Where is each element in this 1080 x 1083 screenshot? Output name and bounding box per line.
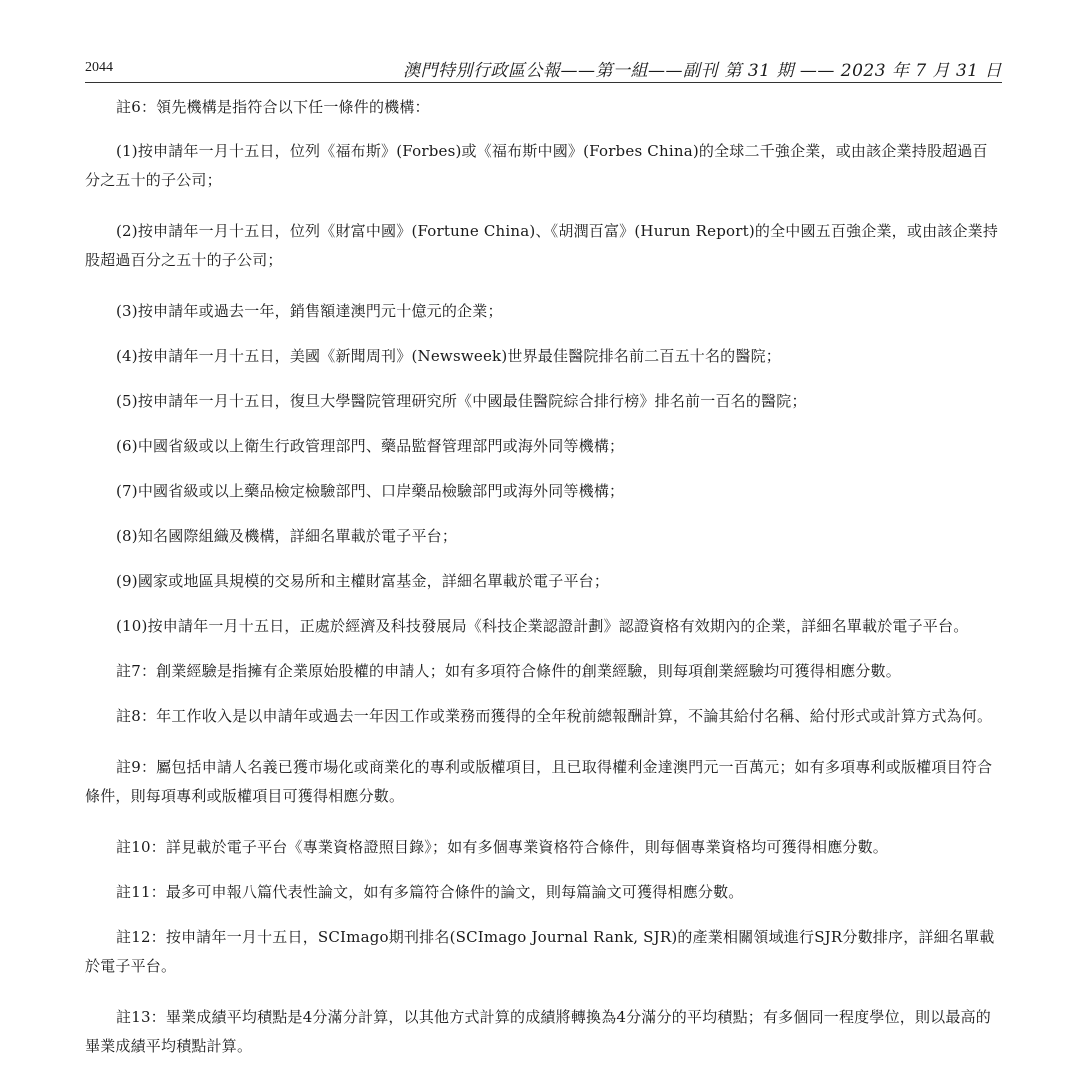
note-6-item-3: (3)按申請年或過去一年，銷售額達澳門元十億元的企業；: [116, 302, 503, 320]
issue-date: 第 31 期 —— 2023 年 7 月 31 日: [724, 61, 1002, 81]
note-6-item-5: (5)按申請年一月十五日，復旦大學醫院管理研究所《中國最佳醫院綜合排行榜》排名前一百名的醫院；: [116, 392, 807, 410]
note-6-item-10: (10)按申請年一月十五日，正處於經濟及科技發展局《科技企業認證計劃》認證資格有效期內的企業，詳細名單載於電子平台。: [116, 617, 969, 635]
note-6-item-4: (4)按申請年一月十五日，美國《新聞周刊》(Newsweek)世界最佳醫院排名前二百五十名的醫院；: [116, 347, 781, 365]
page-body: [85, 93, 1002, 1083]
note-6-item-6: (6)中國省級或以上衛生行政管理部門、藥品監督管理部門或海外同等機構；: [116, 437, 625, 455]
page-number: 2044: [85, 60, 113, 75]
note-12: 註12：按申請年一月十五日，SCImago期刊排名(SCImago Journal Rank, SJR)的產業相關領域進行SJR分數排序，詳細名單載於電子平台。: [85, 928, 995, 975]
note-7: 註7：創業經驗是指擁有企業原始股權的申請人；如有多項符合條件的創業經驗，則每項創業經驗均可獲得相應分數。: [116, 662, 901, 680]
publication-title: 澳門特別行政區公報——第一組——副刊: [403, 61, 718, 81]
page-header: [85, 56, 1002, 83]
note-6-item-8: (8)知名國際組織及機構，詳細名單載於電子平台；: [116, 527, 458, 545]
note-9: 註9：屬包括申請人名義已獲市場化或商業化的專利或版權項目，且已取得權利金達澳門元一百萬元；如有多項專利或版權項目符合條件，則每項專利或版權項目可獲得相應分數。: [85, 758, 993, 805]
note-10: 註10：詳見載於電子平台《專業資格證照目錄》；如有多個專業資格符合條件，則每個專業資格均可獲得相應分數。: [116, 838, 888, 856]
note-11: 註11：最多可申報八篇代表性論文，如有多篇符合條件的論文，則每篇論文可獲得相應分數。: [116, 883, 744, 901]
note-6-heading: 註6：領先機構是指符合以下任一條件的機構：: [116, 98, 430, 116]
note-6-item-1: (1)按申請年一月十五日，位列《福布斯》(Forbes)或《福布斯中國》(Forbes China)的全球二千強企業，或由該企業持股超過百分之五十的子公司；: [85, 142, 988, 189]
note-6-item-7: (7)中國省級或以上藥品檢定檢驗部門、口岸藥品檢驗部門或海外同等機構；: [116, 482, 625, 500]
note-6-item-9: (9)國家或地區具規模的交易所和主權財富基金，詳細名單載於電子平台；: [116, 572, 610, 590]
note-6-item-2: (2)按申請年一月十五日，位列《財富中國》(Fortune China)、《胡潤百富》(Hurun Report)的全中國五百強企業，或由該企業持股超過百分之五十的子公司；: [85, 222, 999, 269]
note-13: 註13：畢業成績平均積點是4分滿分計算，以其他方式計算的成績將轉換為4分滿分的平均積點；有多個同一程度學位，則以最高的畢業成績平均積點計算。: [85, 1008, 991, 1055]
note-8: 註8：年工作收入是以申請年或過去一年因工作或業務而獲得的全年稅前總報酬計算，不論其給付名稱、給付形式或計算方式為何。: [116, 707, 993, 725]
